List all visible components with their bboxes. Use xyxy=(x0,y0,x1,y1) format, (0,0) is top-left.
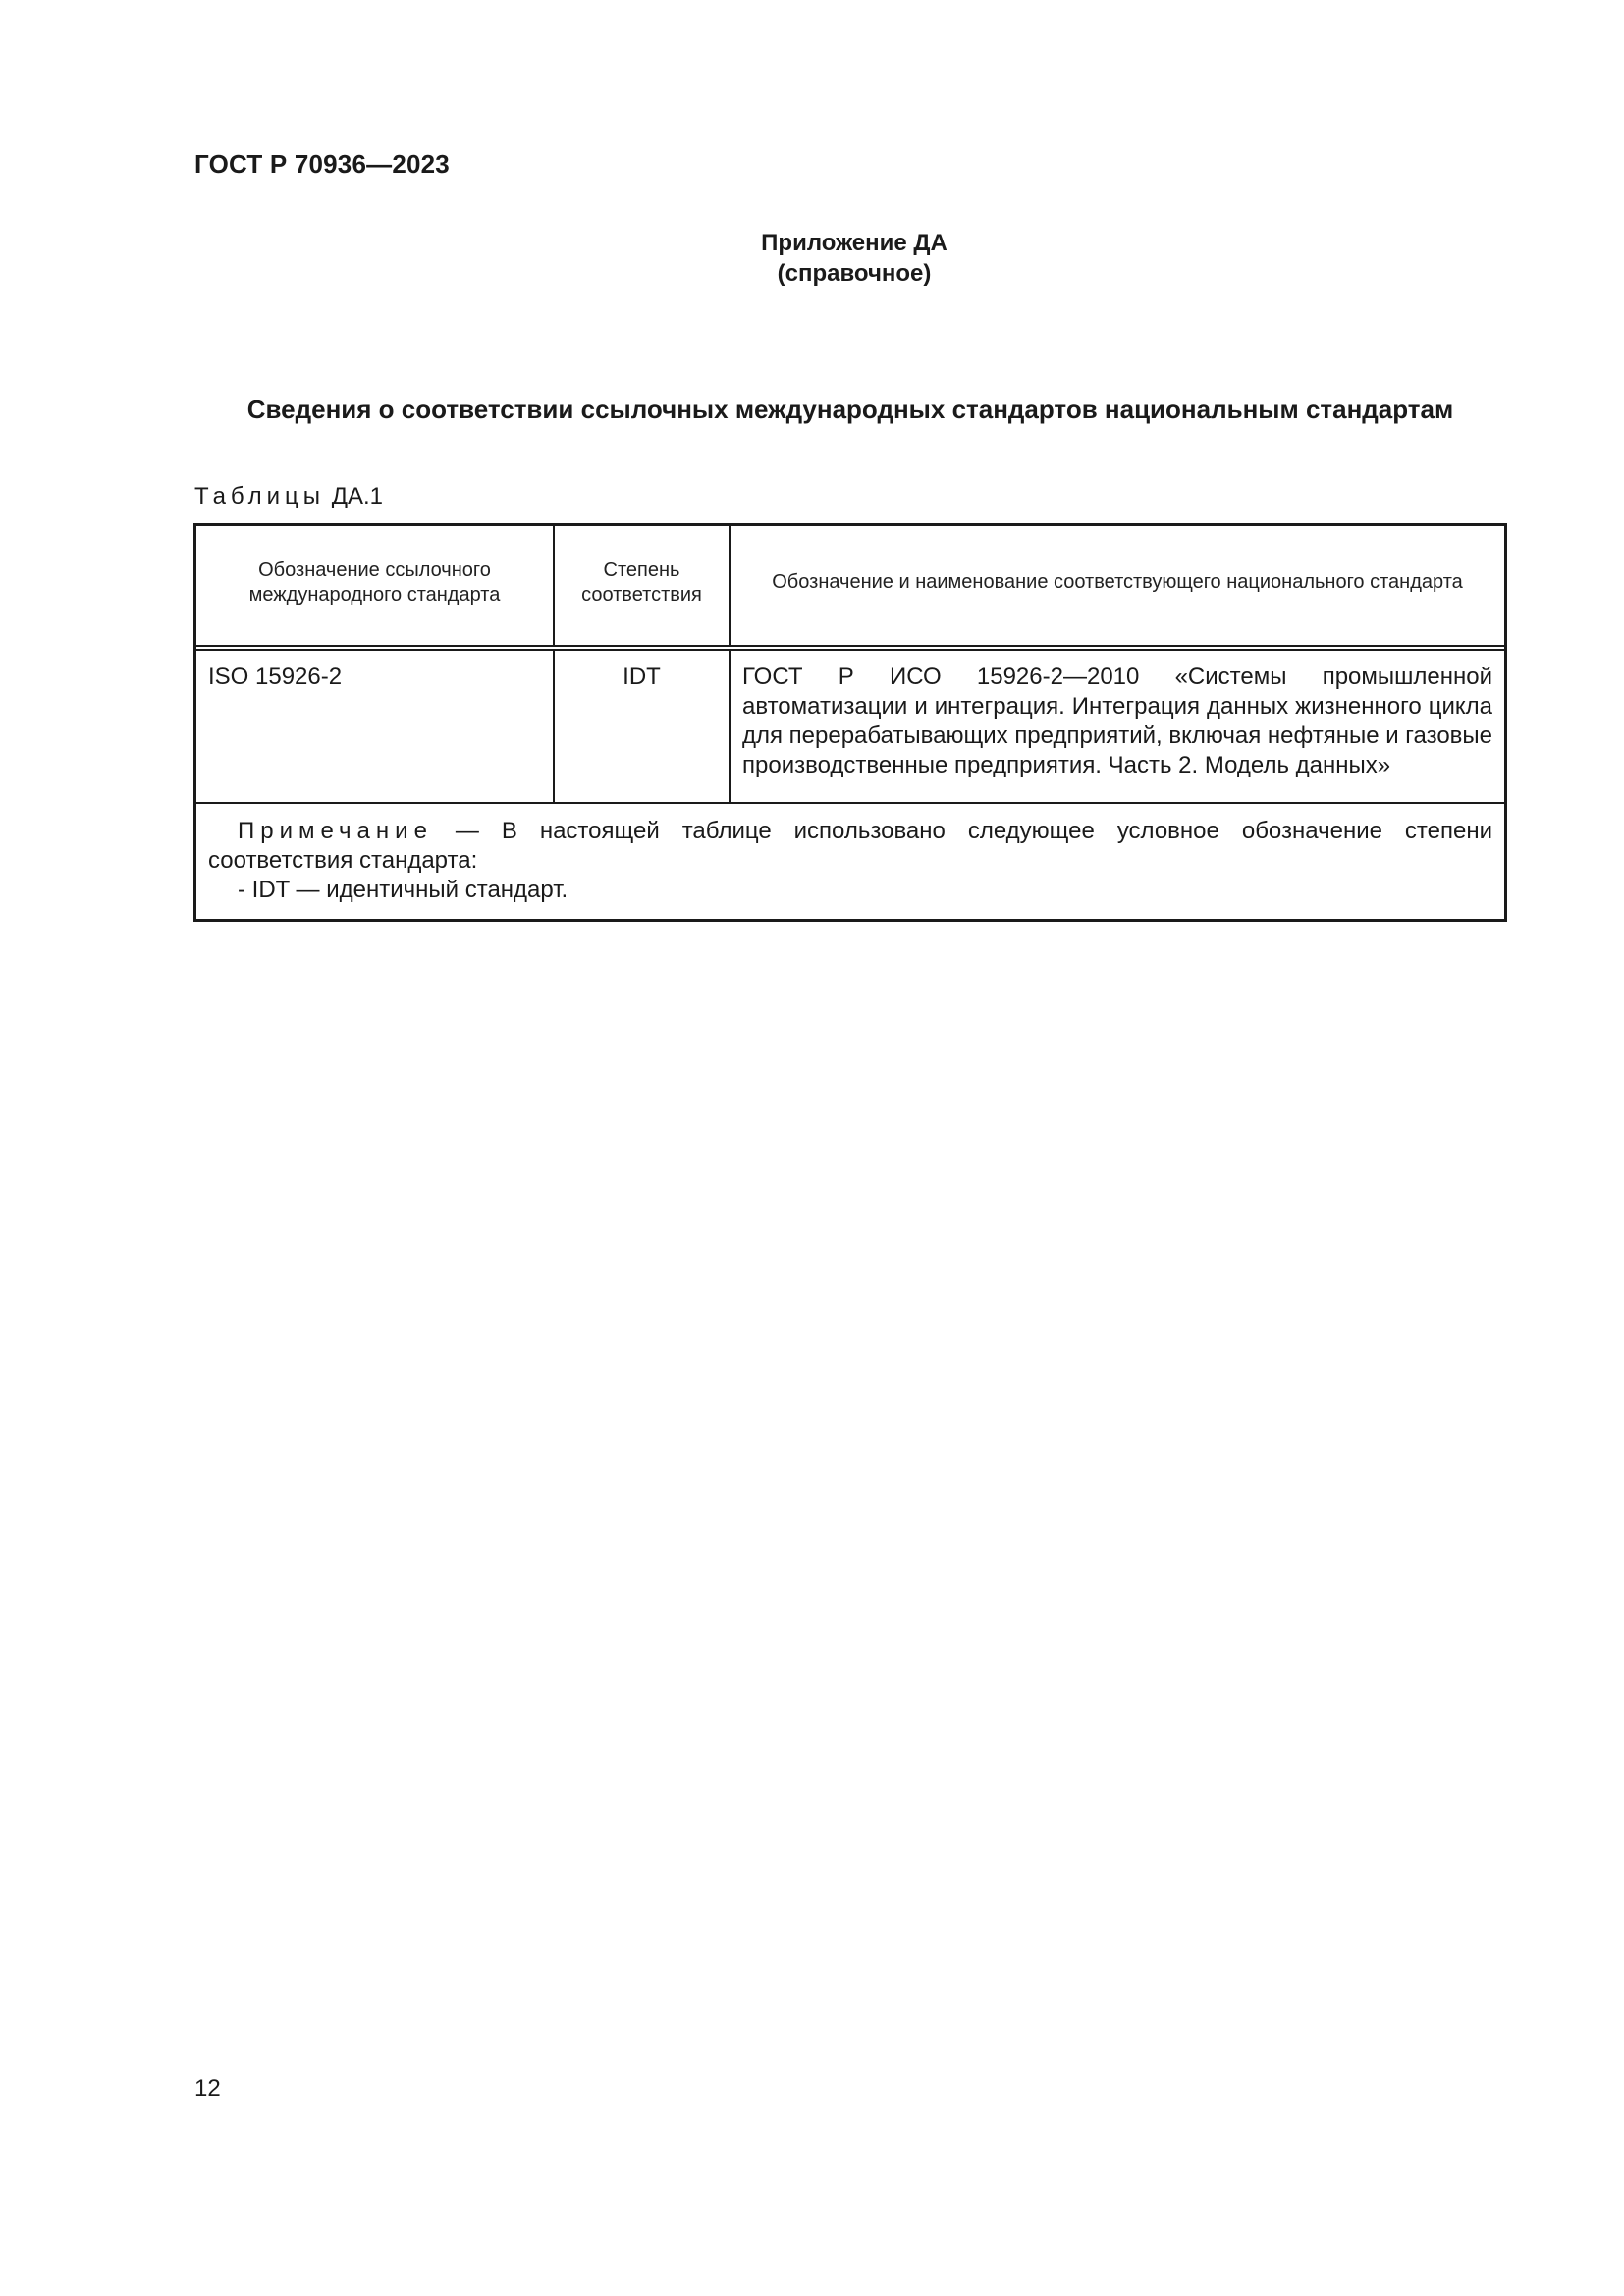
note-label: Примечание xyxy=(238,818,433,844)
correspondence-table xyxy=(193,523,1507,922)
annex-type: (справочное) xyxy=(777,260,932,287)
table-note xyxy=(196,803,1504,919)
section-title: Сведения о соответствии ссылочных международных стандартов национальным стандартам xyxy=(246,395,1454,424)
table-row xyxy=(196,648,1504,803)
cell-national-standard: ГОСТ Р ИСО 15926-2—2010 «Системы промышленной автоматизации и интеграция. Интеграция данных жизненного цикла для перерабатывающих предприятий, включая нефтяные и газовые производственные предприятия. Часть 2. Модель данных» xyxy=(730,648,1504,803)
column-header-international-standard: Обозначение ссылочного международного стандарта xyxy=(196,526,554,648)
column-header-degree: Степень соответствия xyxy=(554,526,730,648)
note-item: - IDT — идентичный стандарт. xyxy=(238,877,568,903)
table-caption-word: Таблицы xyxy=(194,483,326,509)
table-note-row xyxy=(196,803,1504,919)
note-paragraph xyxy=(208,817,1492,876)
annex-title: Приложение ДА xyxy=(761,230,947,256)
table-header-row xyxy=(196,526,1504,648)
document-header-id: ГОСТ Р 70936—2023 xyxy=(194,149,450,179)
note-text: — В настоящей таблице использовано следующее условное обозначение степени соответствия стандарта: xyxy=(208,818,1492,874)
column-header-national-standard: Обозначение и наименование соответствующего национального стандарта xyxy=(730,526,1504,648)
cell-degree: IDT xyxy=(554,648,730,803)
table-caption-number: ДА.1 xyxy=(331,483,383,509)
table-caption xyxy=(194,483,383,510)
annex-heading xyxy=(0,228,1624,289)
cell-international-standard: ISO 15926-2 xyxy=(196,648,554,803)
page-number: 12 xyxy=(194,2075,221,2102)
